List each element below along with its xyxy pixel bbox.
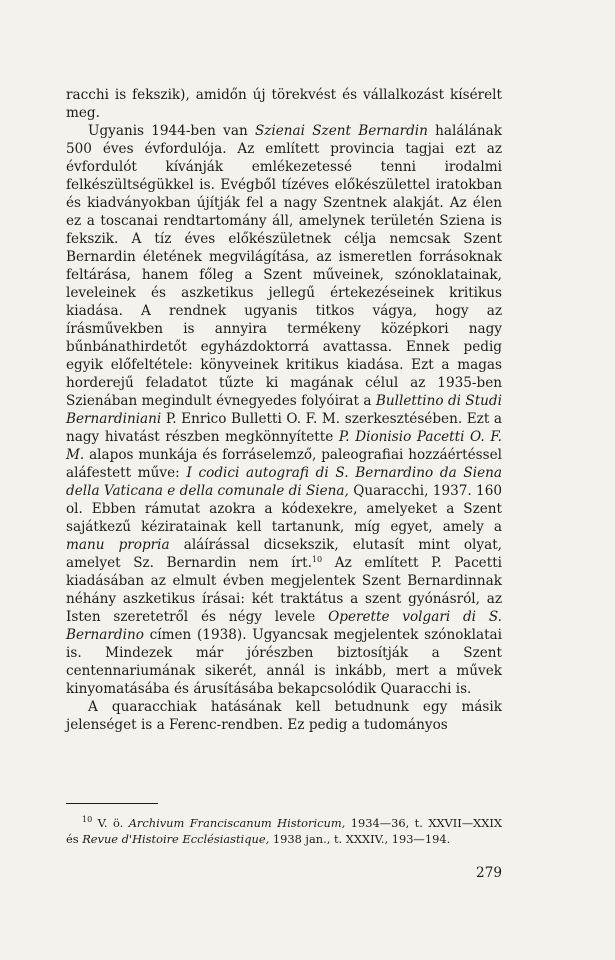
footnote-number: 10 [82, 815, 93, 824]
italic-run: Operette volgari di S. Bernardino [66, 609, 502, 643]
text-run: P. Enrico Bulletti O. F. M. szerkesztésében. Ezt a nagy hivatást részben megkönnyítette [66, 411, 502, 445]
paragraph-bernardin [66, 122, 502, 698]
text-run: Az említett P. Pacetti kiadásában az elmult évben megjelentek Szent Bernardinnak néhány aszketikus írásai: két traktátus a szent gyónásról, az Isten szeretetről és négy levele [66, 555, 502, 625]
footnote [66, 815, 502, 847]
text-run: Quaracchi, 1937. 160 ol. Ebben rámutat azokra a kódexekre, amelyeket a Szent sajátkezű kéziratainak kell tartanunk, míg egyet, amely a [66, 483, 502, 535]
text-run: címen (1938). Ugyancsak megjelentek szónoklatai is. Mindezek már jórészben biztosítják a Szent centennariumának sikerét, annál is inkább, mert a művek kinyomatásába és árusításába bekapcsolódik Quaracchi is. [66, 627, 502, 697]
italic-run: Revue d'Histoire Ecclésiastique, [82, 832, 270, 846]
paragraph-quaracchi: A quaracchiak hatásának kell betudnunk egy másik jelenséget is a Ferenc-rendben. Ez pedig a tudományos [66, 699, 502, 733]
text-run: Ugyanis 1944-ben van [88, 123, 255, 139]
text-run: 1938 jan., t. XXXIV., 193—194. [269, 832, 451, 846]
italic-run: Szienai Szent Bernardin [254, 123, 428, 139]
paragraph-continuation: racchi is fekszik), amidőn új törekvést és vállalkozást kísérelt meg. [66, 87, 502, 121]
italic-run: Archivum Franciscanum Historicum, [128, 816, 346, 830]
main-text [66, 86, 502, 734]
footnote-divider [66, 803, 158, 804]
footnote-text [66, 815, 502, 847]
footnote-marker: 10 [311, 555, 323, 564]
page-number: 279 [476, 865, 502, 881]
text-run: 1934—36, t. XXVII—XXIX és [66, 816, 502, 846]
text-run: halálának 500 éves évfordulója. Az említett provincia tagjai ezt az évfordulót kívánják emlékezetessé tenni irodalmi felkészültségükkel is. Evégből tízéves előkészülettel iratokban és kiadványokban újítják fel a nagy Szentnek alakját. Az élen ez a toscanai rendtartomány áll, amelynek területén Sziena is fekszik. A tíz éves előkészületnek célja nemcsak Szent Bernardin életének megvilágítása, az ismeretlen forrásoknak feltárása, hanem főleg a Szent műveinek, szónoklatainak, leveleinek és aszketikus jellegű értekezéseinek kritikus kiadása. A rendnek ugyanis titkos vágya, hogy az írásművekben is annyira termékeny középkori nagy bűnbánathirdetőt egyházdoktorrá avattassa. Ennek pedig egyik előfeltétele: könyveinek kritikus kiadása. Ezt a magas horderejű feladatot tűzte ki magának célul az 1935-ben Szienában megindult évnegyedes folyóirat a [66, 123, 502, 409]
italic-run: P. Dionisio Pacetti O. F. M. [66, 429, 502, 463]
text-run: aláírással dicsekszik, elutasít mint olyat, amelyet Sz. Bernardin nem írt. [66, 537, 502, 571]
text-run: V. ö. [92, 816, 129, 830]
italic-run: I codici autografi di S. Bernardino da Siena della Vaticana e della comunale di Siena, [66, 465, 502, 499]
italic-run: Bullettino di Studi Bernardiniani [66, 393, 502, 427]
italic-run: manu propria [66, 537, 170, 553]
text-run: alapos munkája és forráselemző, paleografiai hozzáértéssel aláfestett műve: [66, 447, 502, 481]
